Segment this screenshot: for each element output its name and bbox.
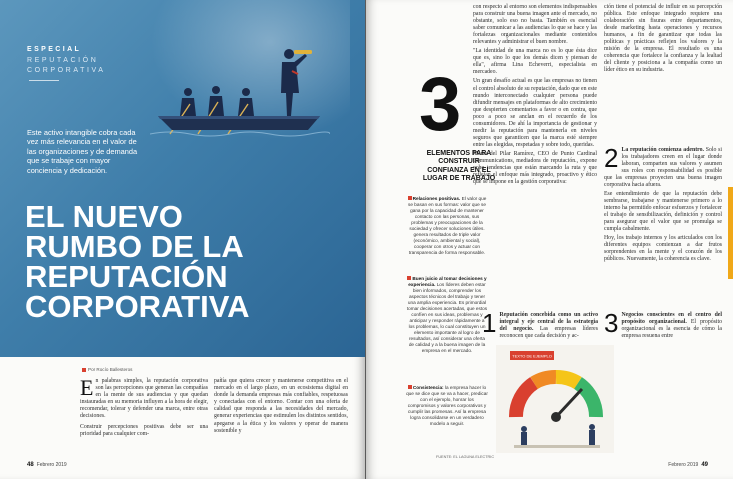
byline xyxy=(82,367,132,372)
dropcap: E xyxy=(80,375,94,400)
hero-banner xyxy=(0,0,365,357)
rowing-boat-illustration xyxy=(150,38,330,143)
body-column-4 xyxy=(604,4,722,76)
body-paragraph: Un gran desafío actual es que las empresas no tienen el control absoluto de su reputación, dado que en este mundo interconectado cualquier persona puede difundir mensajes en plataformas de alto crecimiento que despierten comentarios a favor o en contra, que poco a poco se anclan en el recuerdo de los consumidores. De ahí la importancia de gestionar y medir la reputación para mantenerla en niveles seguros que garanticen que la marca esté siempre entre las elegidas, respetadas y sobre todo, queridas. xyxy=(473,78,597,148)
numbered-item-3 xyxy=(604,308,722,340)
body-paragraph: Ese entendimiento de que la reputación debe sembrarse, trabajarse y mantenerse primero a lo interno ha permitido enfocar esfuerzos y fortalecer el trabajo de sensibilización, definición y control para asegurar que el valor que se promulga se cumpla cabalmente. xyxy=(604,191,722,232)
article-deck: Este activo intangible cobra cada vez más relevancia en el valor de las organizaciones y de demanda que se trabaje con mayor conciencia y dedicación. xyxy=(27,128,138,175)
sidebar-item xyxy=(406,276,488,354)
body-paragraph: Construir percepciones positivas debe ser una prioridad para cualquier com- xyxy=(80,423,208,437)
article-headline xyxy=(25,199,325,324)
page-folio-right xyxy=(668,462,711,468)
item-text: Solo si los trabajadores creen en el lugar donde laboran, comparten sus valores y asumen sus roles con responsabilidad es posible que las empresas proyecten una buena imagen corporativa hacia afuera. xyxy=(604,147,722,188)
headline-line-2: RUMBO DE LA xyxy=(25,229,244,264)
issue-date: Febrero 2019 xyxy=(36,462,67,468)
body-paragraph: con respecto al entorno son elementos indispensables para construir una buena imagen ante el mercado, no obstante, solo eso no basta. También es esencial saber comunicar a las audiencias lo que se hace y las fortalezas organizacionales mediante contenidos relevantes y administrar el buen nombre. xyxy=(473,4,597,46)
body-paragraph: "La identidad de una marca no es lo que ésta dice que es, sino lo que los demás dicen y piensan de ella", afirma Lina Echeverri, especialista en mercadeo. xyxy=(473,48,597,76)
body-column-1 xyxy=(80,375,208,441)
sidebar-item-text: la empresa hacer lo que se dice que se va a hacer, predicar con el ejemplo, honrar los compromisos y valores corporativos y cumplir las promesas. Así la empresa logra consolidarse en un verdadero modelo a seguir. xyxy=(406,385,488,426)
item-text: El propósito organizacional es la esencia de cómo la empresa resuena entre xyxy=(621,319,722,339)
section-name: REPUTACIÓN CORPORATIVA xyxy=(27,57,106,74)
left-page xyxy=(0,0,365,479)
sidebar-number: 3 xyxy=(419,62,462,147)
byline-marker xyxy=(82,368,86,372)
bullet-marker xyxy=(407,276,411,280)
bullet-marker xyxy=(408,196,412,200)
item-number: 2 xyxy=(604,143,619,173)
section-color-tab xyxy=(728,187,733,279)
body-column-2 xyxy=(214,378,348,438)
sidebar-item xyxy=(406,385,488,427)
kicker-divider xyxy=(29,80,59,81)
item-lead: La reputación comienza adentro. xyxy=(621,147,704,153)
reputation-gauge-illustration xyxy=(496,345,614,453)
bullet-marker xyxy=(408,385,412,389)
issue-date: Febrero 2019 xyxy=(668,462,699,468)
sidebar-item-text: Los líderes deben estar bien informados, comprender los aspectos técnicos del trabajo y tener una amplia experiencia. Es primordial tomar decisiones acertadas, que estos confíen en sus ideas, problemas y anticipar y responder rápidamente a los problemas, lo cual constituyen un elemento importante al logro de resultados, así considerar una oferta de calidad y a la buena imagen de la empresa en el mercado. xyxy=(406,282,488,353)
right-page xyxy=(366,0,733,479)
body-paragraph: n palabras simples, la reputación corporativa son las percepciones que generan las compañías en la mente de sus audiencias y que quedan instauradas en su memoria influyen a la hora de elegir, recomendar, tolerar y defender una marca, entre otras decisiones. xyxy=(80,378,208,420)
headline-line-4: CORPORATIVA xyxy=(25,289,250,324)
sidebar-credit: FUENTE: EL LAGUNA ELECTRIC xyxy=(436,455,495,459)
gauge-label: TEXTO DE EJEMPLO xyxy=(512,353,552,359)
body-paragraph: pañía que quiera crecer y mantenerse competitiva en el mercado en el largo plazo, en un ecosistema digital en donde la demanda empresas más confiables, respetuosas y conectadas con el entorno. Contar con una oferta de calidad que responda a las necesidades del mercado, generar experiencias que estimulen los distintos sentidos, apegarse a la ética y los valores y operar de manera sostenible y xyxy=(214,378,348,434)
sidebar-item-text: El valor que se basan en sus formas: valor que se gana por la capacidad de mantener contacto con las personas, sus problemas y preocupaciones de la sociedad y ofrecer soluciones útiles. genera resultados de triple valor (económico, ambiental y social), cooperar con otros y actuar con transparencia de forma responsable. xyxy=(408,196,487,255)
byline-text: Por Rocío Ballesteros xyxy=(88,367,133,372)
item-number: 1 xyxy=(482,308,497,338)
headline-line-3: REPUTACIÓN xyxy=(25,259,228,294)
numbered-item-2 xyxy=(604,143,722,263)
item-number: 3 xyxy=(604,308,619,338)
numbered-item-1 xyxy=(482,308,598,340)
sidebar-item-lead: Relaciones positivas. xyxy=(412,196,461,201)
body-column-3 xyxy=(473,4,597,188)
page-folio-left xyxy=(24,462,67,468)
body-paragraph: ción tiene el potencial de influir en su percepción pública. Este enfoque integrado requiere una colaboración sin fisuras entre departamentos, desde marketing hasta operaciones y recursos humanos, a fin de garantizar que todas las políticas y prácticas reflejen los valores y la misión de la empresa. El resultado es una coherencia que fortalece la confianza y la lealtad del cliente y posiciona a la compañía como un líder ético en su industria. xyxy=(604,4,722,74)
body-paragraph: Hoy, los trabajo internos y los articulados con los diferentes equipos comienzan a dar frutos sorprendentes en la mente y el corazón de los públicos. Nuevamente, la coherencia es clave. xyxy=(604,235,722,262)
item-lead: Reputación concebida como un activo integral y eje central de la estrategia del negocio. xyxy=(499,312,598,332)
item-lead: Negocios conscientes en el centro del propósito organizacional. xyxy=(621,312,722,325)
sidebar-item-lead: Consistencia: xyxy=(412,385,444,390)
body-paragraph: María del Pilar Ramírez, CEO de Punto Cardinal Communications, mediadora de reputación., expone ocho tendencias que están marcando la ruta y que reflejan el enfoque más integrado, proactivo y ético que se impone en la gestión corporativa: xyxy=(473,150,597,186)
headline-line-1: EL NUEVO xyxy=(25,199,183,234)
page-number: 49 xyxy=(701,462,708,468)
sidebar-item xyxy=(406,196,488,256)
sidebar-item-lead: Buen juicio al tomar decisiones y experiencia. xyxy=(408,276,487,287)
item-text: Las empresas líderes reconocen que cada decisión y ac- xyxy=(499,326,598,339)
page-number: 48 xyxy=(27,462,34,468)
section-kicker: ESPECIAL xyxy=(27,46,82,53)
sidebar-title: ELEMENTOS PARA CONSTRUIR CONFIANZA EN EL LUGAR DE TRABAJO xyxy=(422,150,496,183)
